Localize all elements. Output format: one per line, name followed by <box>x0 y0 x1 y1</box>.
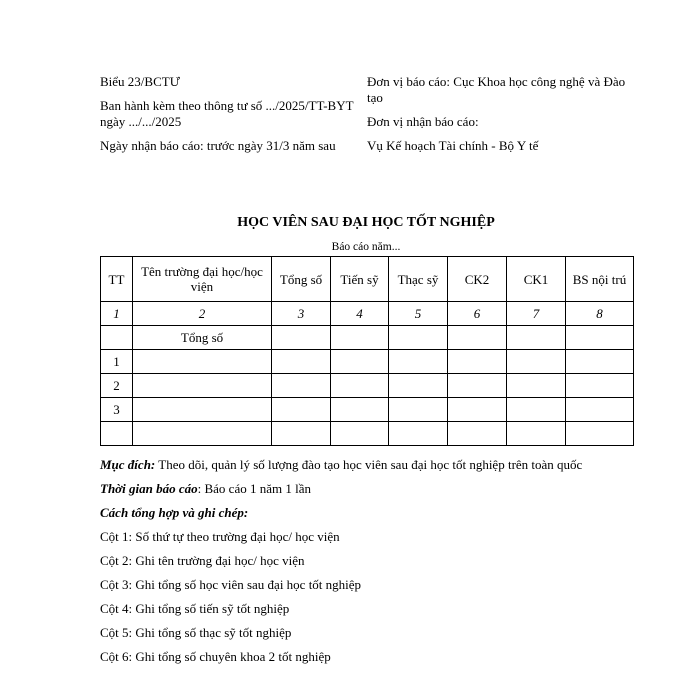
table-row <box>101 374 634 398</box>
table-cell <box>566 422 634 446</box>
table-cell <box>566 398 634 422</box>
table-row <box>101 422 634 446</box>
table-cell <box>448 350 507 374</box>
table-row <box>101 350 634 374</box>
receiving-unit-label: Đơn vị nhận báo cáo: <box>367 114 479 129</box>
table-cell <box>389 326 448 350</box>
total-row <box>101 326 634 350</box>
header-left <box>100 74 360 154</box>
table-header-row <box>101 257 634 302</box>
issued-with: Ban hành kèm theo thông tư số .../2025/TT-BYT ngày .../.../2025 <box>100 98 354 129</box>
col-header: Tổng số <box>272 257 331 302</box>
table-cell <box>272 374 331 398</box>
table-cell <box>331 326 389 350</box>
report-table <box>100 256 634 446</box>
table-cell <box>507 398 566 422</box>
column-note: Cột 3: Ghi tổng số học viên sau đại học tốt nghiệp <box>100 577 362 592</box>
table-cell <box>272 326 331 350</box>
row-number: 3 <box>101 398 133 422</box>
column-note: Cột 2: Ghi tên trường đại học/ học viện <box>100 553 305 568</box>
report-time <box>100 481 630 497</box>
column-number: 4 <box>331 302 389 326</box>
col-header: CK1 <box>507 257 566 302</box>
report-subtitle: Báo cáo năm... <box>331 241 401 253</box>
purpose-label: Mục đích: <box>100 457 156 472</box>
time-text: : Báo cáo 1 năm 1 lần <box>197 481 311 496</box>
table-cell <box>448 422 507 446</box>
table-cell <box>272 350 331 374</box>
table-cell <box>507 374 566 398</box>
table-row <box>101 398 634 422</box>
table-cell <box>101 326 133 350</box>
table-cell <box>566 350 634 374</box>
table-cell <box>272 398 331 422</box>
col-header: Tên trường đại học/học viện <box>133 257 272 302</box>
table-cell <box>133 398 272 422</box>
col-header: TT <box>101 257 133 302</box>
col-header: Thạc sỹ <box>389 257 448 302</box>
form-code: Biểu 23/BCTƯ <box>100 74 180 89</box>
table-cell <box>448 374 507 398</box>
reporting-unit: Đơn vị báo cáo: Cục Khoa học công nghệ và Đào tạo <box>367 74 626 105</box>
table-cell <box>507 326 566 350</box>
table-cell <box>448 398 507 422</box>
column-note: Cột 1: Số thứ tự theo trường đại học/ học viện <box>100 529 340 544</box>
column-note: Cột 4: Ghi tổng số tiến sỹ tốt nghiệp <box>100 601 290 616</box>
column-number: 3 <box>272 302 331 326</box>
column-number-row <box>101 302 634 326</box>
table-cell <box>566 374 634 398</box>
column-note: Cột 5: Ghi tổng số thạc sỹ tốt nghiệp <box>100 625 292 640</box>
column-number: 6 <box>448 302 507 326</box>
table-cell <box>133 374 272 398</box>
total-label: Tổng số <box>133 326 272 350</box>
table-cell <box>331 350 389 374</box>
column-number: 5 <box>389 302 448 326</box>
column-number: 1 <box>101 302 133 326</box>
table-cell <box>389 398 448 422</box>
table-cell <box>507 422 566 446</box>
table-cell <box>133 350 272 374</box>
table-cell <box>389 422 448 446</box>
table-cell <box>507 350 566 374</box>
notes <box>100 457 630 673</box>
table-cell <box>331 398 389 422</box>
column-note: Cột 6: Ghi tổng số chuyên khoa 2 tốt nghiệp <box>100 649 331 664</box>
column-number: 2 <box>133 302 272 326</box>
time-label: Thời gian báo cáo <box>100 481 198 496</box>
col-header: CK2 <box>448 257 507 302</box>
row-number: 1 <box>101 350 133 374</box>
table-cell <box>331 422 389 446</box>
column-number: 7 <box>507 302 566 326</box>
header-right <box>367 74 637 154</box>
receive-date: Ngày nhận báo cáo: trước ngày 31/3 năm sau <box>100 138 336 153</box>
row-number <box>101 422 133 446</box>
purpose <box>100 457 630 473</box>
column-number: 8 <box>566 302 634 326</box>
table-cell <box>272 422 331 446</box>
method-label: Cách tổng hợp và ghi chép: <box>100 505 249 520</box>
table-cell <box>566 326 634 350</box>
table-cell <box>331 374 389 398</box>
row-number: 2 <box>101 374 133 398</box>
table-cell <box>133 422 272 446</box>
col-header: BS nội trú <box>566 257 634 302</box>
col-header: Tiến sỹ <box>331 257 389 302</box>
table-cell <box>448 326 507 350</box>
table-cell <box>389 374 448 398</box>
table-cell <box>389 350 448 374</box>
receiving-unit: Vụ Kế hoạch Tài chính - Bộ Y tế <box>367 138 539 153</box>
report-title: HỌC VIÊN SAU ĐẠI HỌC TỐT NGHIỆP <box>237 215 495 230</box>
purpose-text: Theo dõi, quản lý số lượng đào tạo học viên sau đại học tốt nghiệp trên toàn quốc <box>155 457 583 472</box>
